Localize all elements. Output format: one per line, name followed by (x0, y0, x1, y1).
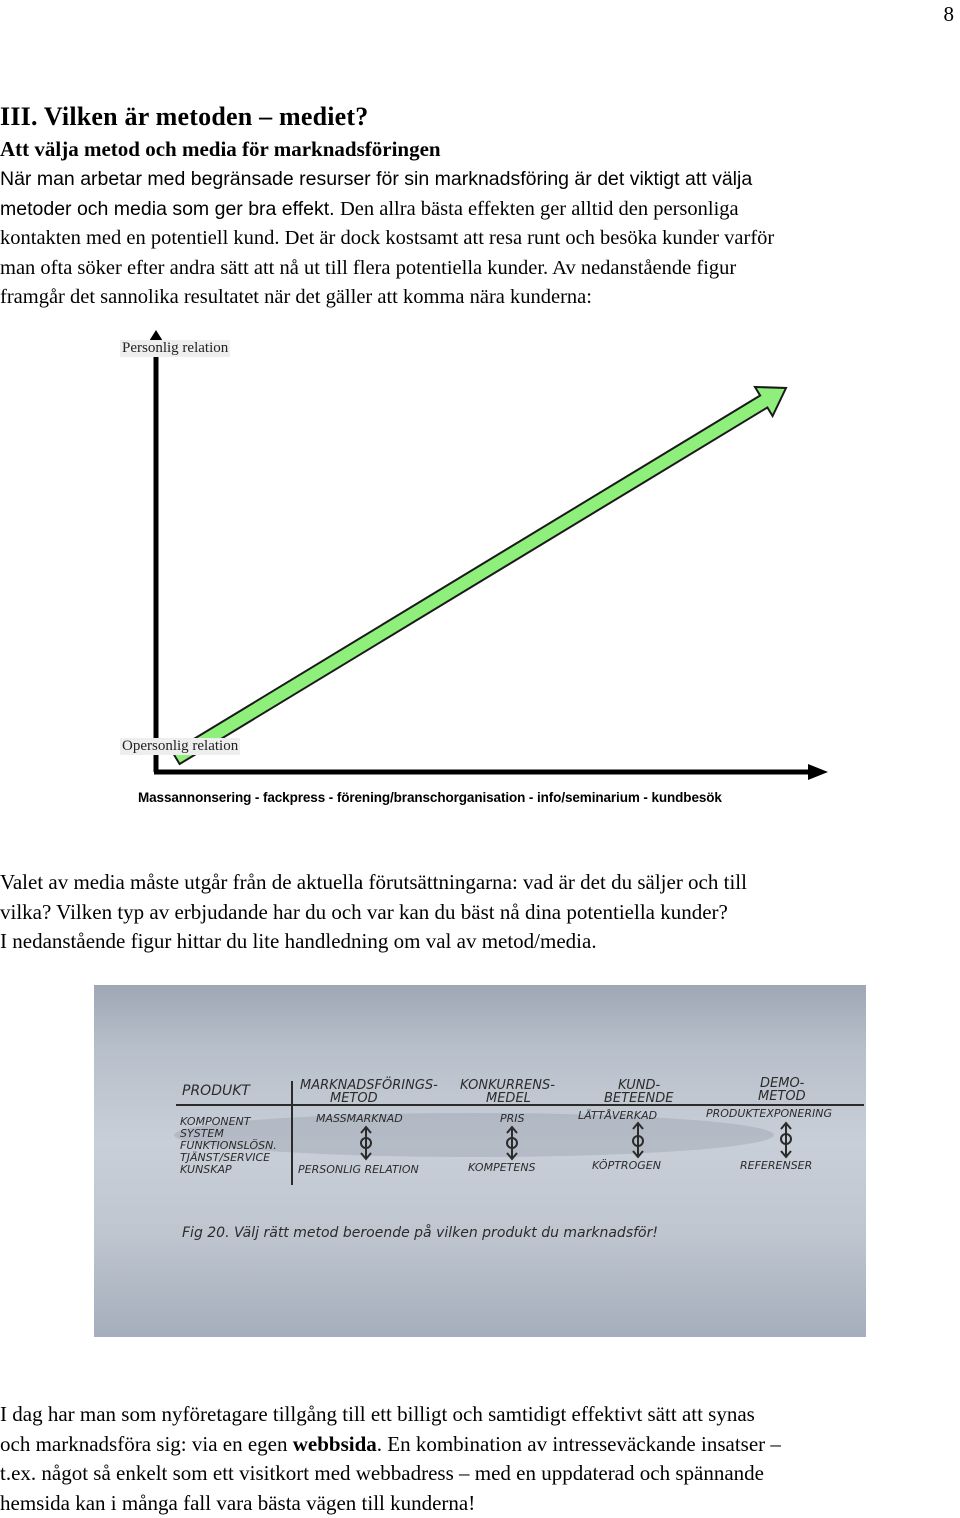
col-demo-2: METOD (758, 1089, 806, 1104)
konk-top: PRIS (500, 1112, 525, 1125)
section-subheading: Att välja metod och media för marknadsföringen (0, 137, 441, 161)
figure-drawing (94, 985, 866, 1337)
web-paragraph (0, 1400, 960, 1518)
intro-line-3a: kontakten med en potentiell kund. (0, 227, 285, 250)
col-kund-2: BETEENDE (604, 1091, 674, 1106)
web-line-3: t.ex. något så enkelt som ett visitkort med webbadress – med en uppdaterad och spännande (0, 1461, 764, 1486)
demo-top: PRODUKTEXPONERING (706, 1107, 832, 1120)
metod-top: MASSMARKNAD (316, 1112, 403, 1125)
x-axis-arrowhead (808, 764, 828, 780)
web-line-2c: . En kombination av intresseväckande insatser – (376, 1431, 781, 1456)
konk-bottom: KOMPETENS (468, 1161, 536, 1174)
intro-line-2b: Den allra bästa effekten ger alltid den personliga (339, 197, 739, 220)
produkt-item-1: KOMPONENT (180, 1115, 251, 1128)
web-line-1: I dag har man som nyföretagare tillgång till ett billigt och samtidigt effektivt sätt att synas (0, 1402, 755, 1426)
media-line-2: vilka? Vilken typ av erbjudande har du och var kan du bäst nå dina potentiella kunder? (0, 899, 728, 924)
col-produkt: PRODUKT (182, 1083, 250, 1099)
series-layer (172, 387, 786, 764)
col-demo-1: DEMO- (760, 1076, 805, 1091)
web-line-4: hemsida kan i många fall vara bästa vägen till kunderna! (0, 1490, 476, 1515)
intro-line-5: framgår det sannolika resultatet när det gäller att komma nära kunderna: (0, 286, 592, 309)
intro-line-2a: metoder och media som ger bra effekt. (0, 197, 340, 220)
col-konk-2: MEDEL (486, 1091, 531, 1106)
produkt-item-4: TJÄNST/SERVICE (180, 1151, 271, 1164)
intro-line-1: När man arbetar med begränsade resurser för sin marknadsföring är det viktigt att välja (0, 168, 753, 190)
kund-top: LÄTTÅVERKAD (578, 1109, 658, 1122)
web-line-2a: och marknadsföra sig: via en egen (0, 1431, 293, 1456)
x-axis-label: Massannonsering - fackpress - förening/branschorganisation - info/seminarium - kundbesök (138, 790, 722, 805)
intro-line-4a: man ofta söker efter andra sätt att nå ut till flera potentiella kunder. (0, 256, 553, 279)
y-label-top: Personlig relation (122, 340, 229, 356)
arrow-demo (781, 1123, 791, 1157)
series-arrow-0 (172, 387, 786, 764)
media-line-3: I nedanstående figur hittar du lite handledning om val av metod/media. (0, 929, 597, 954)
web-line-2 (0, 1430, 960, 1460)
intro-line-3b: Det är dock kostsamt att resa runt och besöka kunder varför (284, 227, 775, 250)
figure-photo (94, 985, 866, 1337)
kund-bottom: KÖPTROGEN (592, 1159, 661, 1172)
page-number: 8 (943, 2, 954, 26)
y-label-bottom: Opersonlig relation (122, 738, 239, 754)
media-paragraph (0, 868, 960, 957)
col-metod-1: MARKNADSFÖRINGS- (300, 1078, 438, 1093)
col-metod-2: METOD (330, 1091, 378, 1106)
demo-bottom: REFERENSER (740, 1159, 813, 1172)
intro-line-4b: Av nedanstående figur (552, 256, 737, 279)
figure-caption: Fig 20. Välj rätt metod beroende på vilken produkt du marknadsför! (182, 1225, 658, 1241)
webbsida-bold: webbsida (292, 1431, 377, 1456)
media-line-1: Valet av media måste utgår från de aktuella förutsättningarna: vad är det du säljer och till (0, 870, 747, 894)
metod-bottom: PERSONLIG RELATION (298, 1163, 419, 1176)
produkt-item-2: SYSTEM (180, 1127, 224, 1140)
produkt-item-3: FUNKTIONSLÖSN. (180, 1139, 277, 1152)
col-konk-1: KONKURRENS- (460, 1078, 555, 1093)
section-heading: III. Vilken är metoden – mediet? (0, 102, 369, 131)
produkt-item-5: KUNSKAP (180, 1163, 232, 1176)
col-kund-1: KUND- (618, 1078, 661, 1093)
